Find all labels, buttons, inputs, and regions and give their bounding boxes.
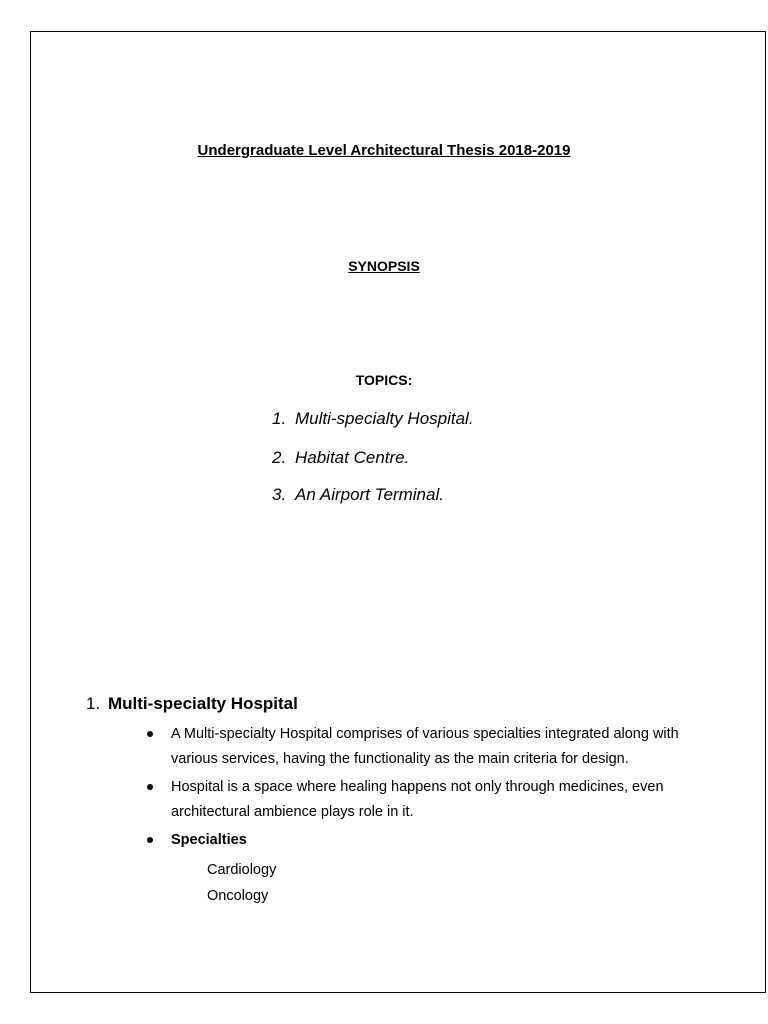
specialty-item: Oncology <box>207 887 269 904</box>
bullet-icon <box>147 784 153 790</box>
topic-item <box>272 448 409 468</box>
bullet-item <box>146 722 706 771</box>
bullet-icon <box>147 837 153 843</box>
topic-number: 1. <box>272 409 287 428</box>
bullet-item-specialties <box>146 828 706 853</box>
synopsis-heading: SYNOPSIS <box>348 258 420 274</box>
topic-item <box>272 485 444 505</box>
bullet-icon <box>147 731 153 737</box>
document-title: Undergraduate Level Architectural Thesis 2018-2019 <box>197 142 571 159</box>
section-heading <box>86 694 298 714</box>
bullet-list <box>146 722 706 909</box>
bullet-text: Hospital is a space where healing happens not only through medicines, even architectural ambience plays role in it. <box>171 779 664 820</box>
section-title: Multi-specialty Hospital <box>108 694 298 713</box>
topics-heading: TOPICS: <box>355 372 413 388</box>
specialty-item: Cardiology <box>207 861 277 878</box>
bullet-item <box>146 775 706 824</box>
topic-label: Habitat Centre. <box>295 448 410 467</box>
topic-number: 2. <box>272 448 287 467</box>
topic-label: Multi-specialty Hospital. <box>295 409 474 428</box>
specialties-label: Specialties <box>171 832 247 848</box>
bullet-text: A Multi-specialty Hospital comprises of various specialties integrated along with various services, having the functionality as the main criteria for design. <box>171 726 679 767</box>
section-number: 1. <box>86 694 101 713</box>
topic-number: 3. <box>272 485 287 504</box>
topic-label: An Airport Terminal. <box>295 485 444 504</box>
topic-item <box>272 409 474 429</box>
